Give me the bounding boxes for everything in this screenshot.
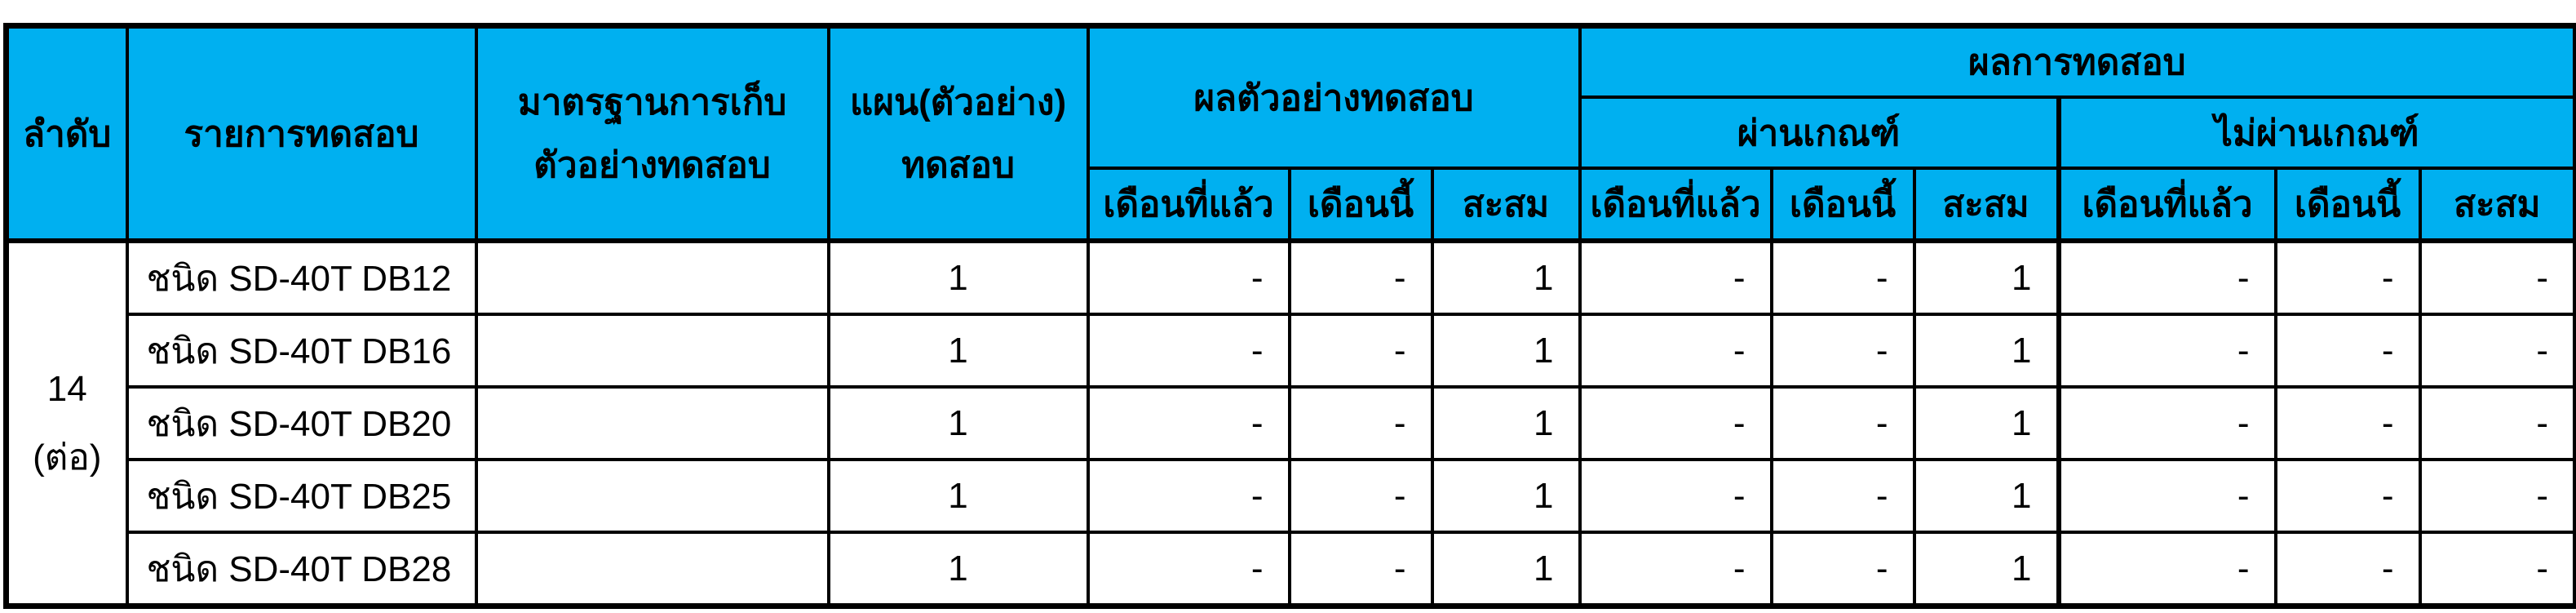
pass-last-cell: - <box>1580 387 1772 460</box>
sample-this-cell: - <box>1290 387 1432 460</box>
header-standard-line1: มาตรฐานการเก็บ <box>517 82 787 122</box>
fail-this-cell: - <box>2276 314 2420 387</box>
sample-this-cell: - <box>1290 314 1432 387</box>
header-fail-accum: สะสม <box>2420 168 2576 241</box>
header-sample-last-month: เดือนที่แล้ว <box>1088 168 1290 241</box>
pass-this-cell: - <box>1772 314 1914 387</box>
pass-accum-cell: 1 <box>1914 241 2059 314</box>
pass-accum-cell: 1 <box>1914 314 2059 387</box>
pass-last-cell: - <box>1580 532 1772 606</box>
pass-this-cell: - <box>1772 241 1914 314</box>
table-row <box>7 314 2576 387</box>
header-test-item: รายการทดสอบ <box>127 26 476 242</box>
pass-accum-cell: 1 <box>1914 460 2059 532</box>
table-row <box>7 460 2576 532</box>
test-item-cell: ชนิด SD-40T DB12 <box>127 241 476 314</box>
pass-last-cell: - <box>1580 460 1772 532</box>
plan-cell: 1 <box>829 460 1088 532</box>
pass-accum-cell: 1 <box>1914 387 2059 460</box>
test-item-cell: ชนิด SD-40T DB16 <box>127 314 476 387</box>
header-plan-line2: ทดสอบ <box>901 144 1015 185</box>
fail-this-cell: - <box>2276 241 2420 314</box>
fail-last-cell: - <box>2059 314 2276 387</box>
pass-this-cell: - <box>1772 532 1914 606</box>
table-row <box>7 387 2576 460</box>
sample-this-cell: - <box>1290 532 1432 606</box>
pass-this-cell: - <box>1772 460 1914 532</box>
fail-accum-cell: - <box>2420 532 2576 606</box>
fail-last-cell: - <box>2059 460 2276 532</box>
plan-cell: 1 <box>829 387 1088 460</box>
header-pass-accum: สะสม <box>1914 168 2059 241</box>
plan-cell: 1 <box>829 314 1088 387</box>
header-group-test-results: ผลการทดสอบ <box>1580 26 2576 98</box>
sample-accum-cell: 1 <box>1432 532 1580 606</box>
header-sample-accum: สะสม <box>1432 168 1580 241</box>
plan-cell: 1 <box>829 532 1088 606</box>
header-group-fail: ไม่ผ่านเกณฑ์ <box>2059 97 2576 168</box>
fail-accum-cell: - <box>2420 314 2576 387</box>
header-plan <box>829 26 1088 242</box>
table-header <box>7 26 2576 242</box>
standard-cell <box>476 314 829 387</box>
header-group-pass: ผ่านเกณฑ์ <box>1580 97 2059 168</box>
row-number-cont: (ต่อ) <box>33 437 102 478</box>
table-row <box>7 532 2576 606</box>
standard-cell <box>476 460 829 532</box>
header-fail-last-month: เดือนที่แล้ว <box>2059 168 2276 241</box>
sample-accum-cell: 1 <box>1432 314 1580 387</box>
fail-accum-cell: - <box>2420 241 2576 314</box>
sample-last-cell: - <box>1088 460 1290 532</box>
sample-this-cell: - <box>1290 460 1432 532</box>
sample-last-cell: - <box>1088 387 1290 460</box>
pass-accum-cell: 1 <box>1914 532 2059 606</box>
fail-this-cell: - <box>2276 532 2420 606</box>
header-standard-line2: ตัวอย่างทดสอบ <box>533 144 771 185</box>
header-pass-this-month: เดือนนี้ <box>1772 168 1914 241</box>
row-number: 14 <box>46 368 87 409</box>
header-group-sample-results: ผลตัวอย่างทดสอบ <box>1088 26 1580 169</box>
fail-accum-cell: - <box>2420 460 2576 532</box>
header-standard <box>476 26 829 242</box>
sample-last-cell: - <box>1088 314 1290 387</box>
fail-accum-cell: - <box>2420 387 2576 460</box>
pass-last-cell: - <box>1580 314 1772 387</box>
sample-last-cell: - <box>1088 241 1290 314</box>
sample-accum-cell: 1 <box>1432 460 1580 532</box>
plan-cell: 1 <box>829 241 1088 314</box>
table-row <box>7 241 2576 314</box>
header-pass-last-month: เดือนที่แล้ว <box>1580 168 1772 241</box>
test-item-cell: ชนิด SD-40T DB28 <box>127 532 476 606</box>
test-item-cell: ชนิด SD-40T DB20 <box>127 387 476 460</box>
test-item-cell: ชนิด SD-40T DB25 <box>127 460 476 532</box>
fail-last-cell: - <box>2059 241 2276 314</box>
fail-this-cell: - <box>2276 387 2420 460</box>
header-plan-line1: แผน(ตัวอย่าง) <box>849 82 1067 122</box>
fail-last-cell: - <box>2059 387 2276 460</box>
row-number-cell <box>7 241 127 606</box>
sample-accum-cell: 1 <box>1432 387 1580 460</box>
sample-accum-cell: 1 <box>1432 241 1580 314</box>
pass-this-cell: - <box>1772 387 1914 460</box>
standard-cell <box>476 241 829 314</box>
sample-last-cell: - <box>1088 532 1290 606</box>
header-no: ลำดับ <box>7 26 127 242</box>
pass-last-cell: - <box>1580 241 1772 314</box>
sample-this-cell: - <box>1290 241 1432 314</box>
fail-this-cell: - <box>2276 460 2420 532</box>
report-table <box>3 23 2576 609</box>
header-fail-this-month: เดือนนี้ <box>2276 168 2420 241</box>
standard-cell <box>476 387 829 460</box>
standard-cell <box>476 532 829 606</box>
fail-last-cell: - <box>2059 532 2276 606</box>
header-sample-this-month: เดือนนี้ <box>1290 168 1432 241</box>
table-body <box>7 241 2576 606</box>
